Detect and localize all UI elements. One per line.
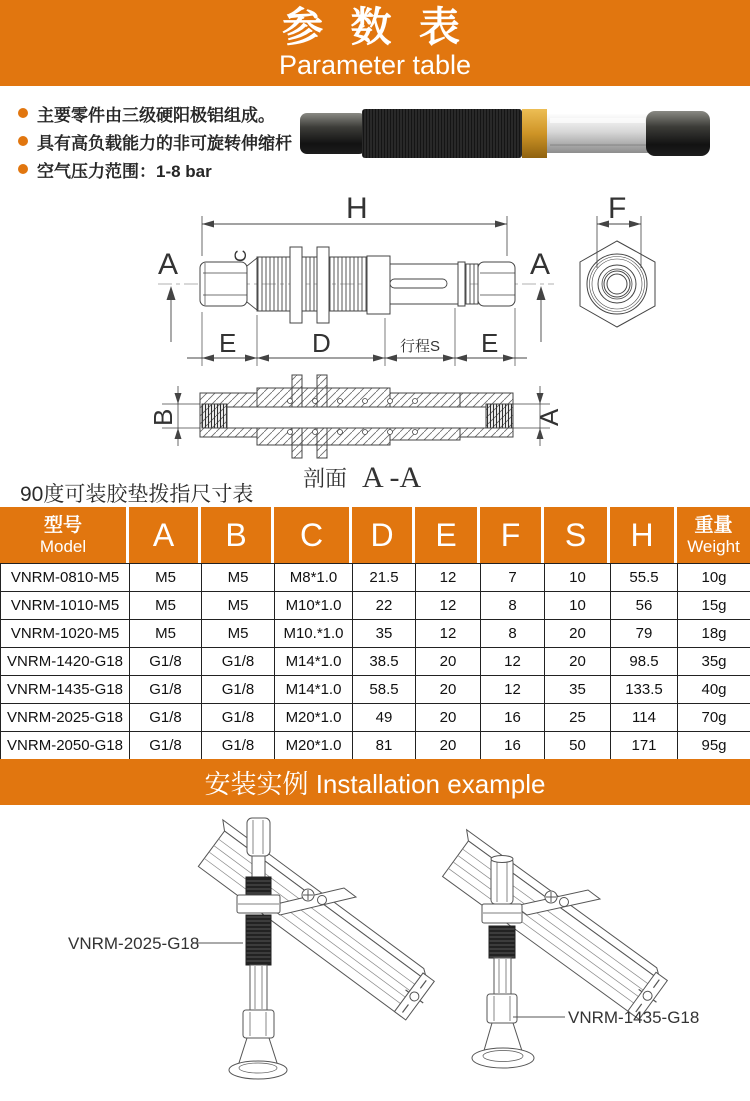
cell: M8*1.0 bbox=[275, 564, 353, 592]
cell: M14*1.0 bbox=[275, 648, 353, 676]
dim-label-f: F bbox=[608, 193, 627, 225]
cell: 20 bbox=[545, 648, 611, 676]
cell: G1/8 bbox=[130, 704, 202, 732]
cell-model: VNRM-1010-M5 bbox=[1, 592, 130, 620]
cell: 12 bbox=[416, 592, 481, 620]
cell: 35 bbox=[353, 620, 416, 648]
feature-item bbox=[18, 103, 292, 123]
cell: M5 bbox=[202, 564, 275, 592]
cell: G1/8 bbox=[130, 648, 202, 676]
cell: 16 bbox=[481, 704, 545, 732]
cell: 70g bbox=[678, 704, 750, 732]
dim-label-c: C bbox=[231, 249, 250, 262]
cell: 21.5 bbox=[353, 564, 416, 592]
cell: 8 bbox=[481, 592, 545, 620]
size-table-note: 90度可装胶垫拨指尺寸表 bbox=[20, 483, 254, 506]
col-header-c: C bbox=[274, 507, 352, 563]
feature-item bbox=[18, 159, 292, 179]
cell: 35g bbox=[678, 648, 750, 676]
cell: G1/8 bbox=[202, 732, 275, 760]
cell: 8 bbox=[481, 620, 545, 648]
cell: 15g bbox=[678, 592, 750, 620]
table-body bbox=[0, 563, 750, 760]
dim-label-a-left: A bbox=[158, 248, 179, 281]
cell: 12 bbox=[416, 564, 481, 592]
section-ref: A -A bbox=[362, 461, 422, 494]
bullet-icon bbox=[18, 136, 28, 146]
cell: M5 bbox=[202, 592, 275, 620]
cell-model: VNRM-0810-M5 bbox=[1, 564, 130, 592]
parameter-table bbox=[0, 507, 750, 760]
cell: 10 bbox=[545, 592, 611, 620]
table-header-row bbox=[0, 507, 750, 563]
feature-text: 具有高负载能力的非可旋转伸缩杆 bbox=[37, 133, 292, 153]
dim-label-a-right: A bbox=[530, 248, 551, 281]
cell: 12 bbox=[481, 676, 545, 704]
col-header-f: F bbox=[480, 507, 544, 563]
install-figure-left bbox=[192, 818, 440, 1079]
cell: 171 bbox=[611, 732, 678, 760]
cell: 25 bbox=[545, 704, 611, 732]
feature-list bbox=[18, 103, 292, 187]
rail-right bbox=[436, 830, 673, 1022]
cell: M5 bbox=[130, 564, 202, 592]
figure-label-left: VNRM-2025-G18 bbox=[68, 934, 200, 953]
dim-label-b: B bbox=[148, 408, 178, 426]
cell-model: VNRM-2025-G18 bbox=[1, 704, 130, 732]
photo-gold-ring bbox=[522, 109, 547, 158]
section-label: 剖面 bbox=[303, 466, 348, 491]
cell: 22 bbox=[353, 592, 416, 620]
cell: M20*1.0 bbox=[275, 704, 353, 732]
dim-label-e-left: E bbox=[219, 328, 237, 358]
cell: M5 bbox=[202, 620, 275, 648]
cell: 58.5 bbox=[353, 676, 416, 704]
cell: 18g bbox=[678, 620, 750, 648]
cell: 56 bbox=[611, 592, 678, 620]
col-header-a: A bbox=[129, 507, 201, 563]
cell: 16 bbox=[481, 732, 545, 760]
col-header-d: D bbox=[352, 507, 415, 563]
dim-label-e-right: E bbox=[481, 328, 499, 358]
cell: 114 bbox=[611, 704, 678, 732]
col-header-model: 型号 Model bbox=[0, 507, 129, 563]
dim-label-d: D bbox=[312, 328, 331, 358]
cell-model: VNRM-2050-G18 bbox=[1, 732, 130, 760]
cell: G1/8 bbox=[202, 676, 275, 704]
figure-label-right: VNRM-1435-G18 bbox=[568, 1008, 700, 1027]
feature-text: 空气压力范围：1-8 bar bbox=[37, 161, 212, 181]
cell: 20 bbox=[416, 732, 481, 760]
cell: 40g bbox=[678, 676, 750, 704]
dim-label-a-section: A bbox=[534, 408, 564, 426]
cell: G1/8 bbox=[130, 676, 202, 704]
cell: 20 bbox=[416, 704, 481, 732]
cell: 20 bbox=[416, 676, 481, 704]
product-photo bbox=[298, 106, 712, 160]
cell: G1/8 bbox=[202, 704, 275, 732]
cell: 12 bbox=[481, 648, 545, 676]
cell: 98.5 bbox=[611, 648, 678, 676]
cell: 10g bbox=[678, 564, 750, 592]
bullet-icon bbox=[18, 108, 28, 118]
col-header-s: S bbox=[544, 507, 610, 563]
section-view-drawing bbox=[162, 375, 550, 458]
installation-figures bbox=[0, 806, 750, 1101]
page-subtitle: Parameter table bbox=[278, 50, 472, 80]
cell: M14*1.0 bbox=[275, 676, 353, 704]
cell-model: VNRM-1020-M5 bbox=[1, 620, 130, 648]
dim-label-h: H bbox=[346, 193, 368, 225]
cell: 79 bbox=[611, 620, 678, 648]
cell: 7 bbox=[481, 564, 545, 592]
col-header-h: H bbox=[610, 507, 677, 563]
cell: G1/8 bbox=[130, 732, 202, 760]
cell-model: VNRM-1420-G18 bbox=[1, 648, 130, 676]
photo-left-cap bbox=[300, 113, 366, 154]
cell: 20 bbox=[545, 620, 611, 648]
page-header bbox=[0, 0, 750, 86]
cell: 133.5 bbox=[611, 676, 678, 704]
cell: M10.*1.0 bbox=[275, 620, 353, 648]
photo-right-cap bbox=[646, 111, 710, 156]
cell: 38.5 bbox=[353, 648, 416, 676]
cell: 49 bbox=[353, 704, 416, 732]
bullet-icon bbox=[18, 164, 28, 174]
cell: 20 bbox=[416, 648, 481, 676]
install-figure-right bbox=[436, 830, 673, 1068]
page-title: 参 数 表 bbox=[282, 4, 468, 50]
dimension-drawing bbox=[0, 193, 750, 505]
photo-thread-body bbox=[362, 109, 522, 158]
dim-label-stroke: 行程S bbox=[400, 338, 441, 355]
cell: 55.5 bbox=[611, 564, 678, 592]
col-header-e: E bbox=[415, 507, 480, 563]
rail-left bbox=[192, 820, 440, 1022]
cell: M20*1.0 bbox=[275, 732, 353, 760]
cell: 12 bbox=[416, 620, 481, 648]
col-header-weight: 重量 Weight bbox=[677, 507, 750, 563]
install-example-bar: 安装实例 Installation example bbox=[0, 759, 750, 805]
cell: 35 bbox=[545, 676, 611, 704]
feature-item bbox=[18, 131, 292, 151]
cell: 95g bbox=[678, 732, 750, 760]
cell: M5 bbox=[130, 620, 202, 648]
cell: 10 bbox=[545, 564, 611, 592]
cell: M10*1.0 bbox=[275, 592, 353, 620]
cell: 50 bbox=[545, 732, 611, 760]
cell-model: VNRM-1435-G18 bbox=[1, 676, 130, 704]
feature-text: 主要零件由三级硬阳极铝组成。 bbox=[37, 105, 275, 125]
front-view-drawing bbox=[580, 216, 655, 327]
cell: M5 bbox=[130, 592, 202, 620]
cell: 81 bbox=[353, 732, 416, 760]
col-header-b: B bbox=[201, 507, 274, 563]
cell: G1/8 bbox=[202, 648, 275, 676]
